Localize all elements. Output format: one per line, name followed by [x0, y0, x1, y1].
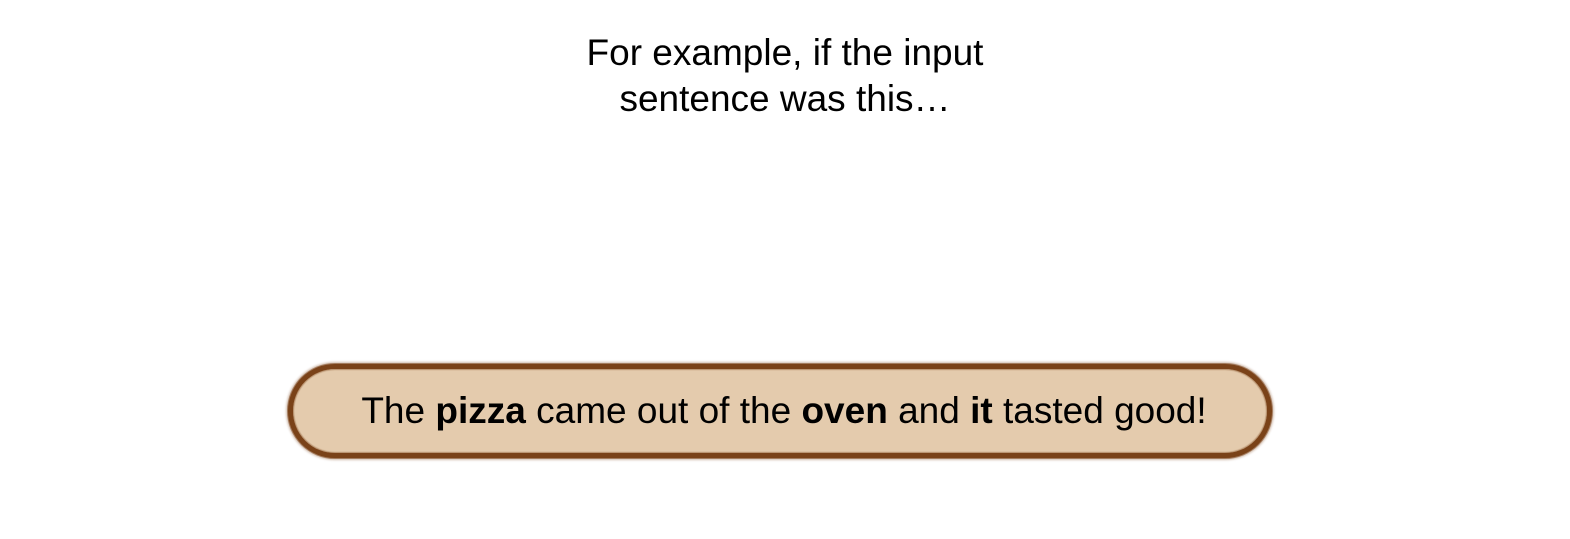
sentence-word-it: it — [970, 390, 993, 431]
sentence-word-pizza: pizza — [435, 390, 526, 431]
sentence-word-and: and — [887, 390, 971, 431]
sentence-words-tasted-good: tasted good! — [992, 390, 1207, 431]
caption — [0, 30, 1570, 122]
sentence-word-oven: oven — [801, 390, 888, 431]
caption-line-2: sentence was this… — [619, 78, 951, 119]
input-sentence-box — [288, 364, 1272, 458]
sentence-words-came-out-of-the: came out of the — [525, 390, 802, 431]
sentence-word-the: The — [361, 390, 436, 431]
caption-line-1: For example, if the input — [586, 32, 984, 73]
input-sentence — [353, 389, 1206, 433]
